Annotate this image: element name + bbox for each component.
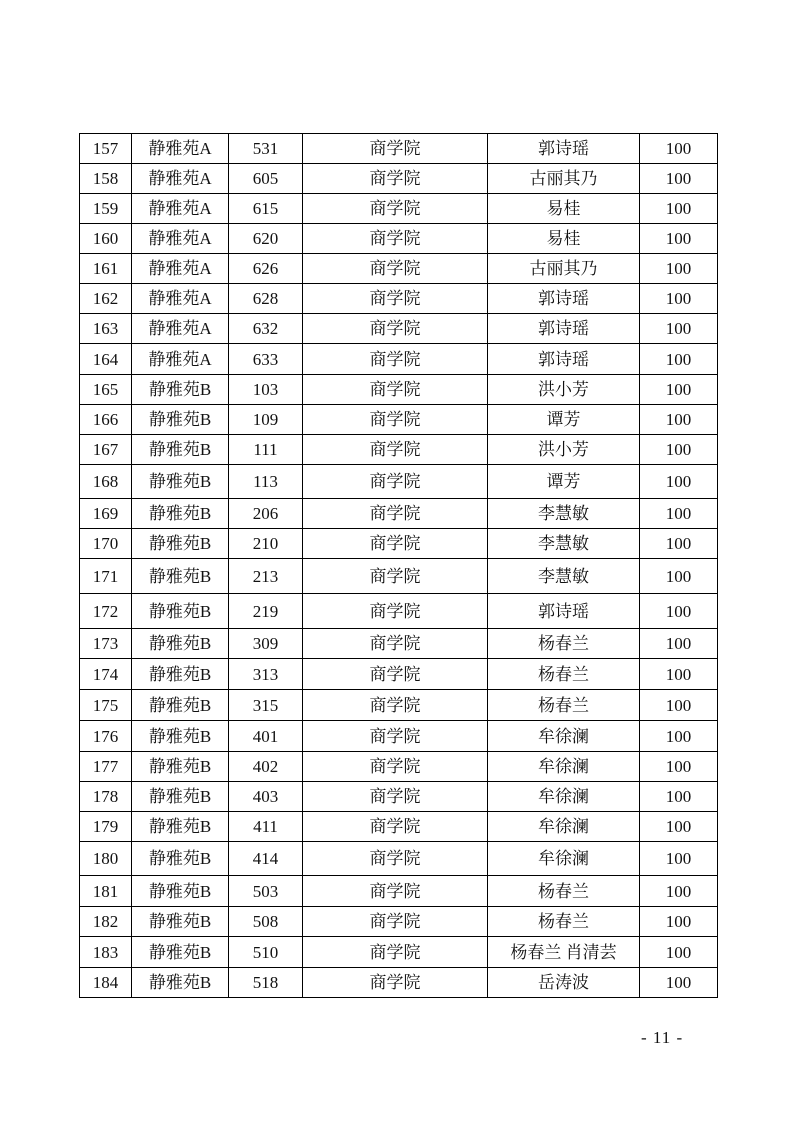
room-cell: 633 (229, 344, 303, 375)
table-row (80, 721, 718, 752)
table-row (80, 690, 718, 721)
table-row (80, 629, 718, 659)
room-cell: 109 (229, 405, 303, 435)
score-cell: 100 (640, 284, 718, 314)
row-index-cell: 161 (80, 254, 132, 284)
person-cell: 牟徐澜 (488, 782, 640, 812)
building-cell: 静雅苑B (132, 405, 229, 435)
building-cell: 静雅苑A (132, 224, 229, 254)
row-index-cell: 166 (80, 405, 132, 435)
person-cell: 易桂 (488, 194, 640, 224)
row-index-cell: 174 (80, 659, 132, 690)
table-row (80, 435, 718, 465)
row-index-cell: 164 (80, 344, 132, 375)
score-cell: 100 (640, 194, 718, 224)
person-cell: 洪小芳 (488, 375, 640, 405)
college-cell: 商学院 (303, 594, 488, 629)
building-cell: 静雅苑A (132, 134, 229, 164)
building-cell: 静雅苑B (132, 499, 229, 529)
table-row (80, 594, 718, 629)
college-cell: 商学院 (303, 937, 488, 968)
score-cell: 100 (640, 435, 718, 465)
table-row (80, 752, 718, 782)
person-cell: 李慧敏 (488, 529, 640, 559)
table-row (80, 254, 718, 284)
room-cell: 219 (229, 594, 303, 629)
row-index-cell: 159 (80, 194, 132, 224)
room-cell: 628 (229, 284, 303, 314)
table-row (80, 344, 718, 375)
person-cell: 牟徐澜 (488, 842, 640, 876)
building-cell: 静雅苑B (132, 842, 229, 876)
person-cell: 李慧敏 (488, 499, 640, 529)
person-cell: 杨春兰 (488, 907, 640, 937)
person-cell: 谭芳 (488, 465, 640, 499)
table-row (80, 937, 718, 968)
score-cell: 100 (640, 405, 718, 435)
score-cell: 100 (640, 659, 718, 690)
score-cell: 100 (640, 375, 718, 405)
person-cell: 古丽其乃 (488, 164, 640, 194)
score-cell: 100 (640, 752, 718, 782)
table-row (80, 876, 718, 907)
building-cell: 静雅苑B (132, 812, 229, 842)
building-cell: 静雅苑A (132, 194, 229, 224)
room-cell: 414 (229, 842, 303, 876)
score-cell: 100 (640, 812, 718, 842)
building-cell: 静雅苑B (132, 435, 229, 465)
table-row (80, 224, 718, 254)
room-cell: 531 (229, 134, 303, 164)
person-cell: 郭诗瑶 (488, 314, 640, 344)
college-cell: 商学院 (303, 659, 488, 690)
row-index-cell: 179 (80, 812, 132, 842)
table-row (80, 812, 718, 842)
person-cell: 易桂 (488, 224, 640, 254)
row-index-cell: 163 (80, 314, 132, 344)
college-cell: 商学院 (303, 499, 488, 529)
row-index-cell: 183 (80, 937, 132, 968)
college-cell: 商学院 (303, 194, 488, 224)
table-row (80, 842, 718, 876)
row-index-cell: 167 (80, 435, 132, 465)
score-cell: 100 (640, 314, 718, 344)
room-cell: 626 (229, 254, 303, 284)
college-cell: 商学院 (303, 435, 488, 465)
college-cell: 商学院 (303, 629, 488, 659)
building-cell: 静雅苑A (132, 284, 229, 314)
table-row (80, 907, 718, 937)
person-cell: 牟徐澜 (488, 721, 640, 752)
score-cell: 100 (640, 876, 718, 907)
building-cell: 静雅苑B (132, 659, 229, 690)
building-cell: 静雅苑B (132, 594, 229, 629)
room-cell: 113 (229, 465, 303, 499)
row-index-cell: 176 (80, 721, 132, 752)
room-cell: 615 (229, 194, 303, 224)
building-cell: 静雅苑B (132, 752, 229, 782)
room-cell: 401 (229, 721, 303, 752)
score-cell: 100 (640, 968, 718, 998)
room-cell: 510 (229, 937, 303, 968)
table-row (80, 529, 718, 559)
table-row (80, 659, 718, 690)
score-cell: 100 (640, 782, 718, 812)
college-cell: 商学院 (303, 842, 488, 876)
room-cell: 206 (229, 499, 303, 529)
person-cell: 杨春兰 (488, 876, 640, 907)
person-cell: 杨春兰 肖清芸 (488, 937, 640, 968)
row-index-cell: 170 (80, 529, 132, 559)
table-row (80, 405, 718, 435)
table-row (80, 559, 718, 594)
room-cell: 111 (229, 435, 303, 465)
table-row (80, 465, 718, 499)
college-cell: 商学院 (303, 529, 488, 559)
room-cell: 309 (229, 629, 303, 659)
table-row (80, 194, 718, 224)
building-cell: 静雅苑A (132, 344, 229, 375)
table-row (80, 164, 718, 194)
building-cell: 静雅苑B (132, 968, 229, 998)
score-cell: 100 (640, 465, 718, 499)
table-row (80, 375, 718, 405)
row-index-cell: 165 (80, 375, 132, 405)
row-index-cell: 168 (80, 465, 132, 499)
building-cell: 静雅苑B (132, 937, 229, 968)
college-cell: 商学院 (303, 465, 488, 499)
building-cell: 静雅苑B (132, 721, 229, 752)
room-cell: 508 (229, 907, 303, 937)
building-cell: 静雅苑B (132, 782, 229, 812)
score-cell: 100 (640, 629, 718, 659)
college-cell: 商学院 (303, 134, 488, 164)
person-cell: 杨春兰 (488, 690, 640, 721)
person-cell: 谭芳 (488, 405, 640, 435)
room-cell: 411 (229, 812, 303, 842)
building-cell: 静雅苑A (132, 314, 229, 344)
person-cell: 郭诗瑶 (488, 284, 640, 314)
table-row (80, 314, 718, 344)
row-index-cell: 184 (80, 968, 132, 998)
row-index-cell: 169 (80, 499, 132, 529)
score-cell: 100 (640, 559, 718, 594)
building-cell: 静雅苑B (132, 465, 229, 499)
table-row (80, 134, 718, 164)
row-index-cell: 157 (80, 134, 132, 164)
building-cell: 静雅苑A (132, 164, 229, 194)
score-cell: 100 (640, 690, 718, 721)
college-cell: 商学院 (303, 224, 488, 254)
college-cell: 商学院 (303, 344, 488, 375)
row-index-cell: 175 (80, 690, 132, 721)
building-cell: 静雅苑B (132, 876, 229, 907)
row-index-cell: 158 (80, 164, 132, 194)
college-cell: 商学院 (303, 164, 488, 194)
room-cell: 103 (229, 375, 303, 405)
college-cell: 商学院 (303, 690, 488, 721)
row-index-cell: 160 (80, 224, 132, 254)
room-cell: 315 (229, 690, 303, 721)
building-cell: 静雅苑B (132, 559, 229, 594)
row-index-cell: 180 (80, 842, 132, 876)
row-index-cell: 171 (80, 559, 132, 594)
person-cell: 郭诗瑶 (488, 344, 640, 375)
row-index-cell: 173 (80, 629, 132, 659)
person-cell: 牟徐澜 (488, 752, 640, 782)
college-cell: 商学院 (303, 752, 488, 782)
building-cell: 静雅苑B (132, 529, 229, 559)
score-cell: 100 (640, 344, 718, 375)
score-table (79, 133, 718, 998)
building-cell: 静雅苑B (132, 629, 229, 659)
table-row (80, 284, 718, 314)
college-cell: 商学院 (303, 284, 488, 314)
college-cell: 商学院 (303, 907, 488, 937)
row-index-cell: 182 (80, 907, 132, 937)
building-cell: 静雅苑B (132, 907, 229, 937)
room-cell: 620 (229, 224, 303, 254)
building-cell: 静雅苑B (132, 375, 229, 405)
score-cell: 100 (640, 842, 718, 876)
room-cell: 402 (229, 752, 303, 782)
college-cell: 商学院 (303, 968, 488, 998)
table-body (80, 134, 718, 998)
college-cell: 商学院 (303, 314, 488, 344)
row-index-cell: 162 (80, 284, 132, 314)
college-cell: 商学院 (303, 405, 488, 435)
score-cell: 100 (640, 721, 718, 752)
row-index-cell: 177 (80, 752, 132, 782)
building-cell: 静雅苑A (132, 254, 229, 284)
room-cell: 403 (229, 782, 303, 812)
table-row (80, 499, 718, 529)
table-row (80, 782, 718, 812)
row-index-cell: 181 (80, 876, 132, 907)
room-cell: 210 (229, 529, 303, 559)
score-cell: 100 (640, 164, 718, 194)
score-cell: 100 (640, 499, 718, 529)
score-cell: 100 (640, 529, 718, 559)
room-cell: 605 (229, 164, 303, 194)
room-cell: 213 (229, 559, 303, 594)
room-cell: 313 (229, 659, 303, 690)
person-cell: 牟徐澜 (488, 812, 640, 842)
building-cell: 静雅苑B (132, 690, 229, 721)
college-cell: 商学院 (303, 375, 488, 405)
person-cell: 古丽其乃 (488, 254, 640, 284)
score-cell: 100 (640, 594, 718, 629)
college-cell: 商学院 (303, 254, 488, 284)
person-cell: 郭诗瑶 (488, 594, 640, 629)
score-cell: 100 (640, 224, 718, 254)
person-cell: 郭诗瑶 (488, 134, 640, 164)
college-cell: 商学院 (303, 559, 488, 594)
college-cell: 商学院 (303, 782, 488, 812)
person-cell: 李慧敏 (488, 559, 640, 594)
row-index-cell: 172 (80, 594, 132, 629)
score-cell: 100 (640, 134, 718, 164)
score-cell: 100 (640, 907, 718, 937)
person-cell: 杨春兰 (488, 629, 640, 659)
page-number: - 11 - (641, 1028, 684, 1047)
college-cell: 商学院 (303, 876, 488, 907)
score-cell: 100 (640, 937, 718, 968)
room-cell: 503 (229, 876, 303, 907)
room-cell: 632 (229, 314, 303, 344)
person-cell: 洪小芳 (488, 435, 640, 465)
table-row (80, 968, 718, 998)
college-cell: 商学院 (303, 812, 488, 842)
person-cell: 岳涛波 (488, 968, 640, 998)
room-cell: 518 (229, 968, 303, 998)
college-cell: 商学院 (303, 721, 488, 752)
row-index-cell: 178 (80, 782, 132, 812)
score-cell: 100 (640, 254, 718, 284)
person-cell: 杨春兰 (488, 659, 640, 690)
